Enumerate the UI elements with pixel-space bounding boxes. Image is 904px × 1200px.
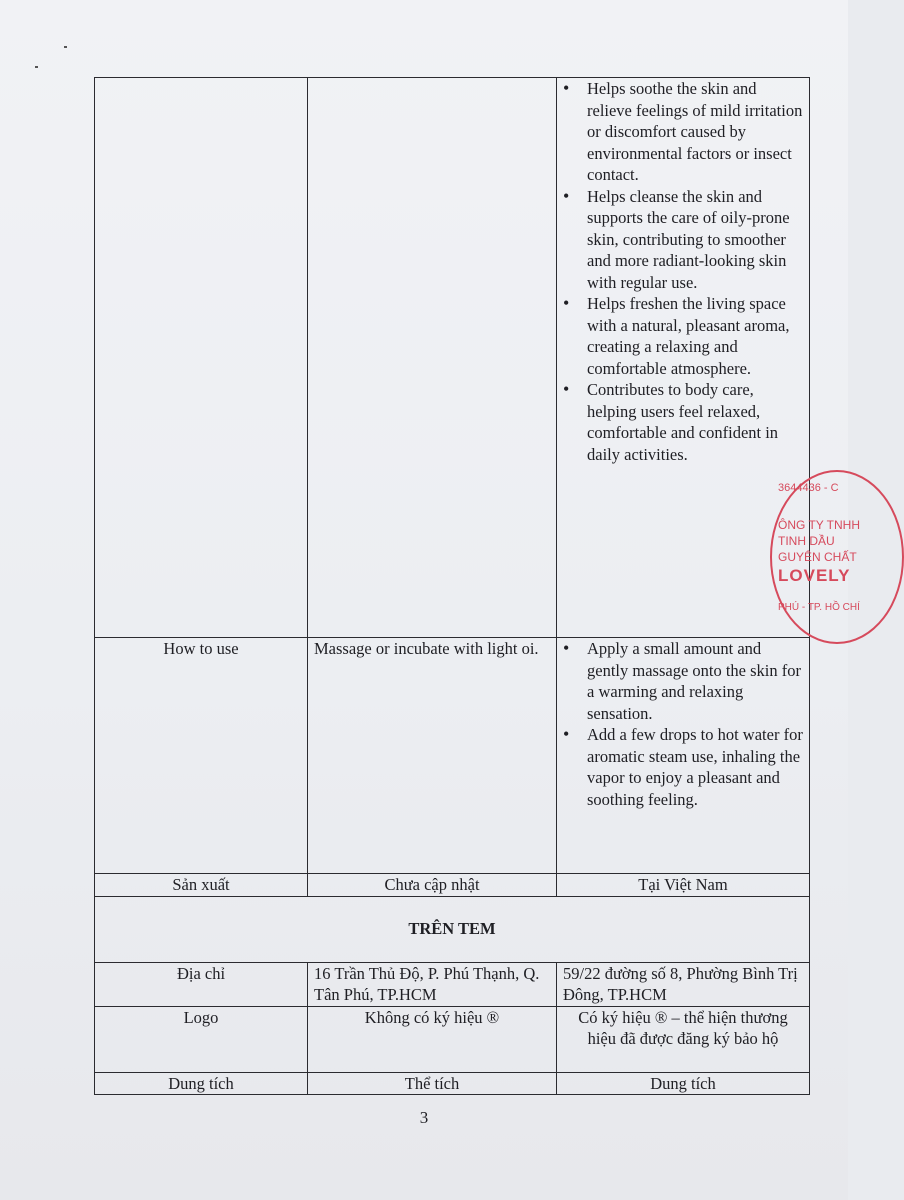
column-2-cell: Thể tích (308, 1072, 557, 1095)
row-label-cell (95, 78, 308, 638)
column-2-cell: Không có ký hiệu ® (308, 1006, 557, 1072)
column-3-cell (557, 638, 810, 874)
table-row-san-xuat (95, 874, 810, 897)
list-item: • Contributes to body care, helping users feel relaxed, comfortable and confident in daily activities. (587, 379, 803, 465)
section-heading: TRÊN TEM (408, 919, 496, 939)
table-row-uses (95, 78, 810, 638)
seal-line: ÔNG TY TNHH (778, 518, 861, 532)
row-label-cell: Sản xuất (95, 874, 308, 897)
list-item: • Helps freshen the living space with a natural, pleasant aroma, creating a relaxing and comfortable atmosphere. (587, 293, 803, 379)
column-3-cell: Có ký hiệu ® – thể hiện thương hiệu đã được đăng ký bảo hộ (557, 1006, 810, 1072)
row-label-cell: Dung tích (95, 1072, 308, 1095)
list-item: • Add a few drops to hot water for aromatic steam use, inhaling the vapor to enjoy a pleasant and soothing feeling. (587, 724, 803, 810)
scan-speck (64, 46, 67, 48)
scan-speck (35, 66, 38, 68)
column-2-cell: Chưa cập nhật (308, 874, 557, 897)
column-2-cell: Massage or incubate with light oi. (308, 638, 557, 874)
seal-brand: LOVELY (778, 566, 851, 585)
column-3-cell: Dung tích (557, 1072, 810, 1095)
seal-number: 3644436 - C (778, 482, 839, 494)
table-row-section-heading (95, 896, 810, 962)
table-row-logo (95, 1006, 810, 1072)
section-heading-cell (95, 896, 810, 962)
column-2-cell (308, 78, 557, 638)
row-label-cell: How to use (95, 638, 308, 874)
seal-line: GUYÊN CHẤT (778, 550, 857, 564)
company-seal (770, 470, 904, 644)
column-2-cell: 16 Trần Thủ Độ, P. Phú Thạnh, Q. Tân Phú, TP.HCM (308, 962, 557, 1006)
seal-location: PHÚ - TP. HỒ CHÍ (778, 602, 860, 613)
list-item: • Apply a small amount and gently massage onto the skin for a warming and relaxing sensation. (587, 638, 803, 724)
uses-bullet-list (563, 78, 803, 465)
column-3-cell: Tại Việt Nam (557, 874, 810, 897)
table-row-how-to-use (95, 638, 810, 874)
comparison-table (94, 77, 810, 1095)
list-item: • Helps soothe the skin and relieve feelings of mild irritation or discomfort caused by environmental factors or insect contact. (587, 78, 803, 186)
row-label-cell: Địa chỉ (95, 962, 308, 1006)
table-row-dia-chi (95, 962, 810, 1006)
column-3-cell: 59/22 đường số 8, Phường Bình Trị Đông, TP.HCM (557, 962, 810, 1006)
how-to-use-bullet-list (563, 638, 803, 810)
row-label-cell: Logo (95, 1006, 308, 1072)
list-item: • Helps cleanse the skin and supports the care of oily-prone skin, contributing to smoother and more radiant-looking skin with regular use. (587, 186, 803, 294)
page-number: 3 (419, 1108, 429, 1127)
seal-line: TINH DẦU (778, 534, 835, 548)
table-row-dung-tich (95, 1072, 810, 1095)
